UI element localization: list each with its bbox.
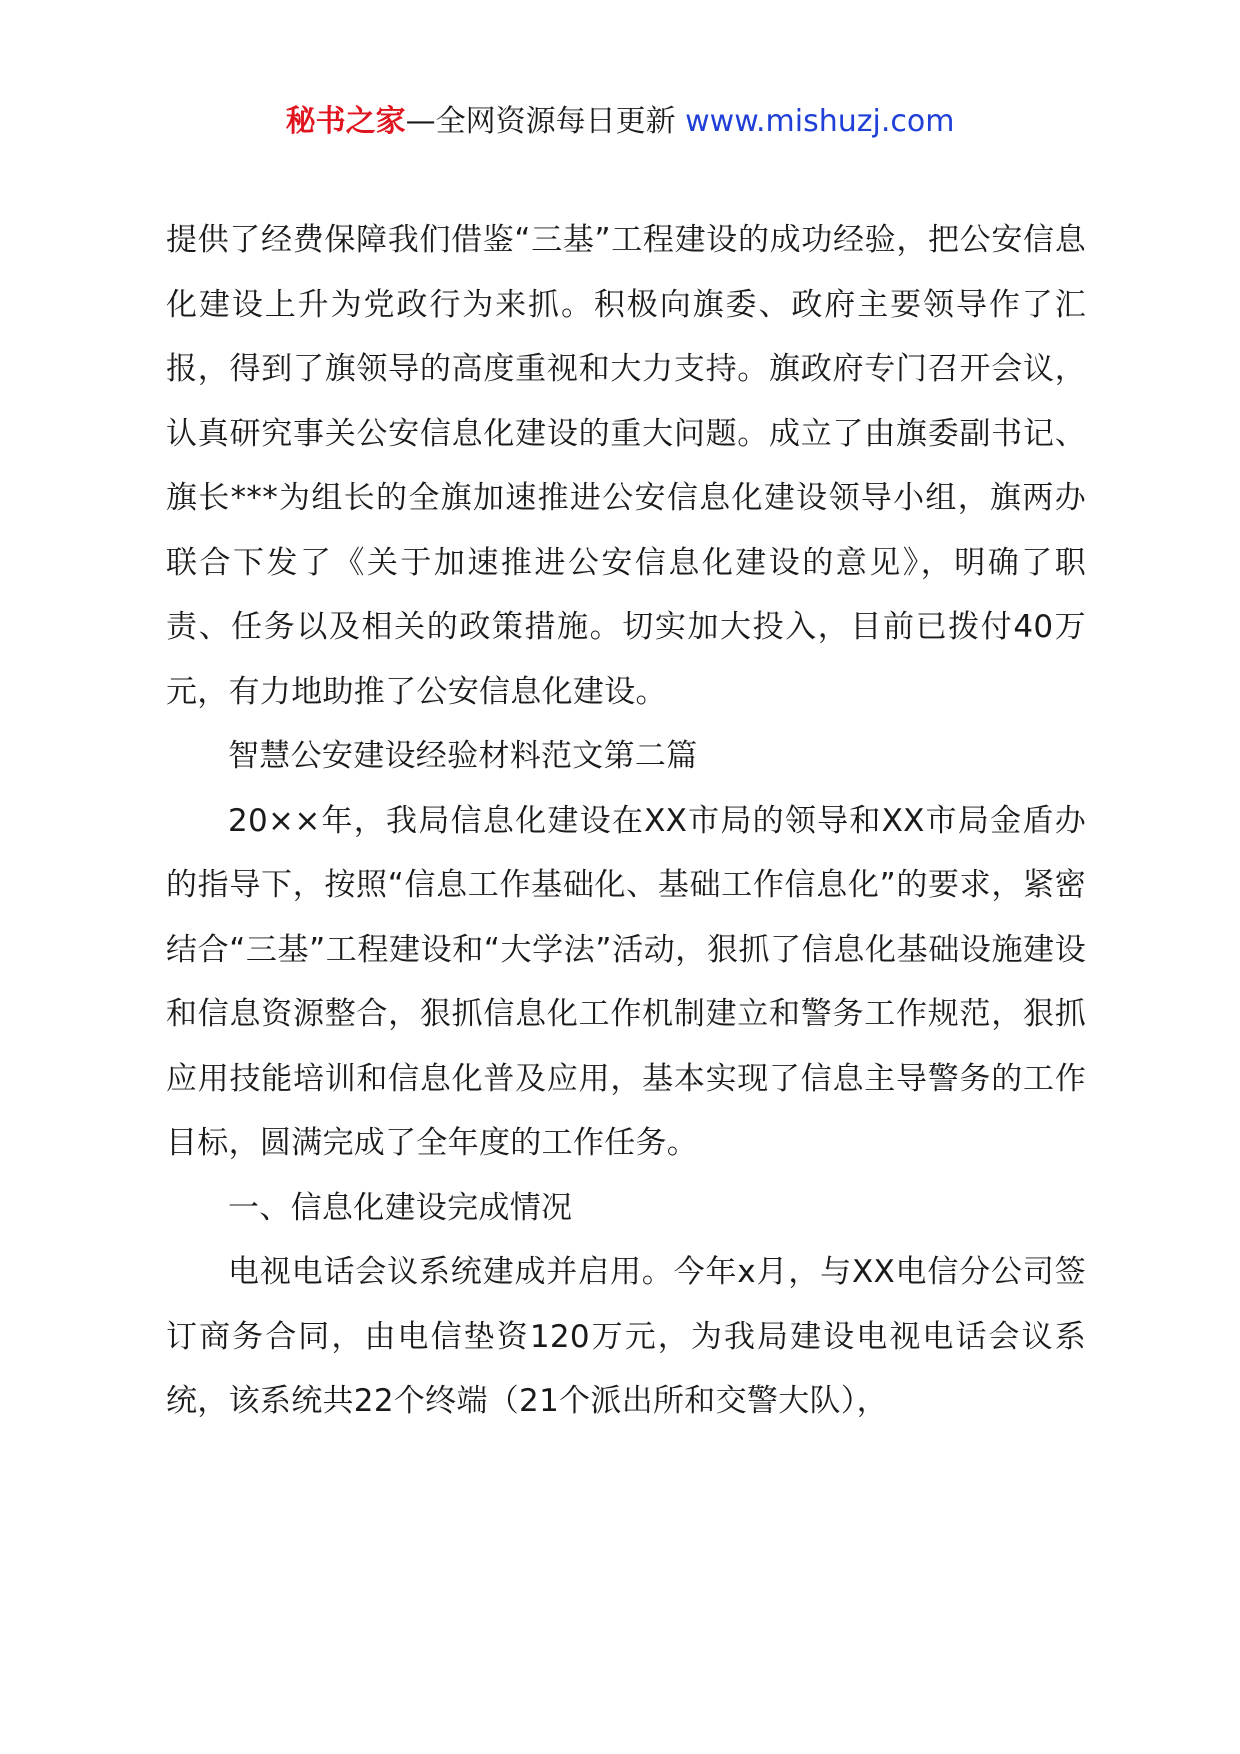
paragraph: 电视电话会议系统建成并启用。今年x月，与XX电信分公司签订商务合同，由电信垫资120万元，为我局建设电视电话会议系统，该系统共22个终端（21个派出所和交警大队）， bbox=[166, 1254, 1086, 1419]
header-brand: 秘书之家 bbox=[285, 104, 406, 139]
section-heading: 一、信息化建设完成情况 bbox=[228, 1189, 573, 1226]
paragraph-continued: 提供了经费保障我们借鉴“三基”工程建设的成功经验，把公安信息化建设上升为党政行为来抓。积极向旗委、政府主要领导作了汇报，得到了旗领导的高度重视和大力支持。旗政府专门召开会议，认真研究事关公安信息化建设的重大问题。成立了由旗委副书记、旗长***为组长的全旗加速推进公安信息化建设领导小组，旗两办联合下发了《关于加速推进公安信息化建设的意见》，明确了职责、任务以及相关的政策措施。切实加大投入，目前已拨付40万元，有力地助推了公安信息化建设。 bbox=[166, 222, 1086, 710]
header-site-link[interactable]: www.mishuzj.com bbox=[685, 104, 955, 139]
page-header bbox=[0, 100, 1240, 144]
header-tagline: —全网资源每日更新 bbox=[405, 104, 676, 139]
paragraph: 20××年，我局信息化建设在XX市局的领导和XX市局金盾办的指导下，按照“信息工作基础化、基础工作信息化”的要求，紧密结合“三基”工程建设和“大学法”活动，狠抓了信息化基础设施建设和信息资源整合，狠抓信息化工作机制建立和警务工作规范，狠抓应用技能培训和信息化普及应用，基本实现了信息主导警务的工作目标，圆满完成了全年度的工作任务。 bbox=[166, 802, 1086, 1161]
document-body bbox=[166, 208, 1086, 1434]
section-title: 智慧公安建设经验材料范文第二篇 bbox=[228, 738, 698, 774]
